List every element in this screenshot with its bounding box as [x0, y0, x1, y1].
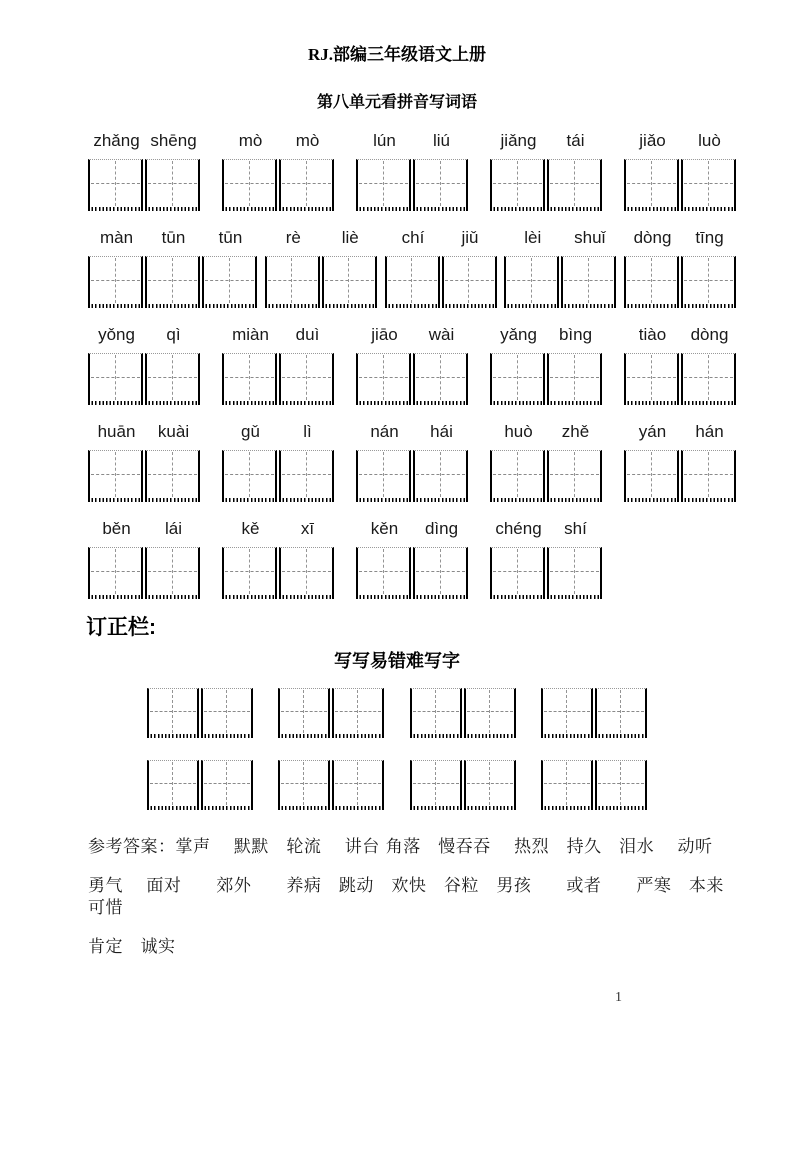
character-writing-box [413, 450, 468, 502]
word-group [356, 131, 470, 211]
writing-box-pair [490, 450, 604, 502]
character-writing-box [413, 159, 468, 211]
character-writing-box [322, 256, 377, 308]
character-writing-box [490, 450, 545, 502]
dashed-bottom-border [681, 498, 736, 502]
character-writing-box [356, 547, 411, 599]
pinyin-syllable: wài [428, 325, 455, 344]
pinyin-syllable: bìng [558, 325, 593, 344]
pinyin-row [88, 228, 259, 248]
character-writing-box [88, 159, 143, 211]
character-writing-box [547, 353, 602, 405]
answer-line-3: 肯定 诚实 [88, 937, 176, 957]
dashed-bottom-border [595, 734, 647, 738]
writing-box-pair [490, 159, 604, 211]
writing-box-pair [624, 256, 738, 308]
writing-box-pair [356, 159, 470, 211]
pinyin-syllable: xī [300, 519, 315, 538]
practice-grid-row [147, 760, 647, 810]
writing-box-pair [147, 688, 253, 738]
character-writing-box [681, 353, 736, 405]
character-writing-box [332, 760, 384, 810]
character-writing-box [222, 353, 277, 405]
character-writing-box [147, 760, 199, 810]
word-group [490, 422, 604, 502]
writing-box-pair [410, 760, 516, 810]
pinyin-syllable: tūn [218, 228, 243, 247]
pinyin-row [356, 325, 470, 345]
pinyin-syllable: dòng [633, 228, 672, 247]
dashed-bottom-border [222, 207, 277, 211]
pinyin-syllable: dòng [690, 325, 729, 344]
word-row [88, 131, 738, 211]
writing-box-pair [88, 353, 202, 405]
practice-section-title: 写写易错难写字 [334, 651, 460, 671]
dashed-bottom-border [413, 207, 468, 211]
dashed-bottom-border [490, 207, 545, 211]
pinyin-syllable: jiāo [371, 325, 398, 344]
dashed-bottom-border [201, 734, 253, 738]
word-group [222, 422, 336, 502]
word-group [624, 325, 738, 405]
dashed-bottom-border [504, 304, 559, 308]
pinyin-row [490, 519, 604, 539]
writing-box-pair [356, 353, 470, 405]
pinyin-syllable: lái [164, 519, 182, 538]
word-group [222, 519, 336, 599]
pinyin-row [624, 325, 738, 345]
writing-box-pair [88, 450, 202, 502]
word-group [504, 228, 618, 308]
dashed-bottom-border [147, 734, 199, 738]
pinyin-syllable: huān [97, 422, 136, 441]
pinyin-row [624, 422, 738, 442]
pinyin-syllable: yán [638, 422, 667, 441]
pinyin-syllable: yǎng [500, 325, 537, 344]
dashed-bottom-border [624, 207, 679, 211]
pinyin-syllable: mò [295, 131, 320, 150]
pinyin-row [624, 131, 738, 151]
character-writing-box [88, 256, 143, 308]
character-writing-box [145, 256, 200, 308]
word-group [624, 422, 738, 502]
dashed-bottom-border [624, 401, 679, 405]
character-writing-box [413, 353, 468, 405]
dashed-bottom-border [88, 304, 143, 308]
writing-box-pair [147, 760, 253, 810]
dashed-bottom-border [413, 401, 468, 405]
dashed-bottom-border [88, 595, 143, 599]
pinyin-row [385, 228, 499, 248]
character-writing-box [547, 450, 602, 502]
writing-box-pair [265, 256, 379, 308]
dashed-bottom-border [322, 304, 377, 308]
pinyin-syllable: zhǎng [93, 131, 140, 150]
pinyin-row [88, 519, 202, 539]
dashed-bottom-border [547, 498, 602, 502]
dashed-bottom-border [278, 806, 330, 810]
pinyin-row [222, 325, 336, 345]
pinyin-syllable: tái [566, 131, 585, 150]
writing-box-pair [385, 256, 499, 308]
pinyin-syllable: hán [695, 422, 724, 441]
word-group [624, 228, 738, 308]
character-writing-box [561, 256, 616, 308]
pinyin-syllable: shuǐ [574, 228, 606, 247]
dashed-bottom-border [624, 498, 679, 502]
worksheet-page [0, 44, 794, 1166]
dashed-bottom-border [356, 595, 411, 599]
unit-subtitle: 第八单元看拼音写词语 [316, 94, 477, 111]
practice-grid-row [147, 688, 647, 738]
word-group [88, 131, 202, 211]
dashed-bottom-border [490, 595, 545, 599]
document-title: RJ.部编三年级语文上册 [307, 45, 487, 64]
dashed-bottom-border [595, 806, 647, 810]
character-writing-box [547, 547, 602, 599]
character-writing-box [624, 450, 679, 502]
pinyin-syllable: lì [303, 422, 312, 441]
character-writing-box [279, 450, 334, 502]
character-writing-box [145, 353, 200, 405]
dashed-bottom-border [147, 806, 199, 810]
word-row [88, 228, 738, 308]
dashed-bottom-border [279, 207, 334, 211]
character-writing-box [681, 450, 736, 502]
writing-box-pair [410, 688, 516, 738]
pinyin-syllable: kěn [370, 519, 399, 538]
dashed-bottom-border [265, 304, 320, 308]
writing-box-pair [278, 760, 384, 810]
pinyin-syllable: jiǎng [500, 131, 537, 150]
writing-box-pair [541, 760, 647, 810]
dashed-bottom-border [222, 498, 277, 502]
word-group [624, 131, 738, 211]
dashed-bottom-border [279, 498, 334, 502]
pinyin-row [490, 325, 604, 345]
word-group [265, 228, 379, 308]
character-writing-box [147, 688, 199, 738]
answer-line-2: 勇气 面对 郊外 养病 跳动 欢快 谷粒 男孩 或者 严寒 本来 可惜 [88, 876, 742, 918]
pinyin-syllable: yǒng [98, 325, 135, 344]
writing-box-pair [222, 159, 336, 211]
writing-box-pair [504, 256, 618, 308]
character-writing-box [222, 159, 277, 211]
word-row [88, 325, 738, 405]
dashed-bottom-border [413, 498, 468, 502]
dashed-bottom-border [410, 734, 462, 738]
dashed-bottom-border [413, 595, 468, 599]
character-writing-box [442, 256, 497, 308]
dashed-bottom-border [490, 401, 545, 405]
word-group [88, 519, 202, 599]
pinyin-syllable: qì [166, 325, 181, 344]
character-writing-box [202, 256, 257, 308]
pinyin-syllable: hái [430, 422, 453, 441]
dashed-bottom-border [222, 401, 277, 405]
dashed-bottom-border [541, 734, 593, 738]
pinyin-row [624, 228, 738, 248]
pinyin-row [356, 519, 470, 539]
character-writing-box [464, 760, 516, 810]
page-number: 1 [615, 990, 622, 1005]
character-writing-box [410, 760, 462, 810]
pinyin-syllable: lèi [524, 228, 542, 247]
word-group [88, 228, 259, 308]
character-writing-box [547, 159, 602, 211]
word-group [222, 131, 336, 211]
word-group [385, 228, 499, 308]
character-writing-box [595, 760, 647, 810]
character-writing-box [681, 256, 736, 308]
character-writing-box [222, 450, 277, 502]
pinyin-row [356, 422, 470, 442]
character-writing-box [541, 760, 593, 810]
writing-box-pair [88, 547, 202, 599]
word-group [88, 422, 202, 502]
dashed-bottom-border [561, 304, 616, 308]
dashed-bottom-border [278, 734, 330, 738]
writing-box-pair [88, 159, 202, 211]
character-writing-box [595, 688, 647, 738]
writing-box-pair [490, 353, 604, 405]
pinyin-syllable: mò [238, 131, 263, 150]
word-group [490, 519, 604, 599]
pinyin-syllable: lún [373, 131, 396, 150]
pinyin-row [222, 519, 336, 539]
word-group [490, 131, 604, 211]
pinyin-syllable: luò [698, 131, 721, 150]
dashed-bottom-border [442, 304, 497, 308]
correction-column-heading: 订正栏: [86, 616, 156, 639]
character-writing-box [145, 547, 200, 599]
pinyin-row [265, 228, 379, 248]
dashed-bottom-border [88, 498, 143, 502]
dashed-bottom-border [202, 304, 257, 308]
pinyin-syllable: chí [401, 228, 425, 247]
dashed-bottom-border [356, 498, 411, 502]
pinyin-syllable: miàn [232, 325, 269, 344]
pinyin-syllable: màn [99, 228, 134, 247]
writing-box-pair [624, 353, 738, 405]
pinyin-syllable: kě [241, 519, 260, 538]
dashed-bottom-border [490, 498, 545, 502]
character-writing-box [145, 159, 200, 211]
pinyin-row [490, 131, 604, 151]
pinyin-syllable: tiào [638, 325, 667, 344]
pinyin-syllable: liè [341, 228, 359, 247]
writing-box-pair [278, 688, 384, 738]
character-writing-box [145, 450, 200, 502]
answer-line-1: 参考答案：掌声 默默 轮流 讲台 角落 慢吞吞 热烈 持久 泪水 动听 [88, 837, 713, 857]
pinyin-syllable: nán [370, 422, 399, 441]
character-writing-box [541, 688, 593, 738]
character-writing-box [356, 159, 411, 211]
character-writing-box [88, 353, 143, 405]
character-writing-box [681, 159, 736, 211]
dashed-bottom-border [464, 806, 516, 810]
pinyin-syllable: kuài [157, 422, 190, 441]
pinyin-syllable: tīng [695, 228, 724, 247]
character-writing-box [490, 159, 545, 211]
character-writing-box [278, 688, 330, 738]
pinyin-syllable: shēng [150, 131, 197, 150]
word-row [88, 519, 738, 599]
dashed-bottom-border [88, 207, 143, 211]
pinyin-row [222, 422, 336, 442]
character-writing-box [624, 353, 679, 405]
dashed-bottom-border [464, 734, 516, 738]
dashed-bottom-border [547, 207, 602, 211]
character-writing-box [624, 159, 679, 211]
pinyin-row [356, 131, 470, 151]
dashed-bottom-border [356, 401, 411, 405]
writing-box-pair [222, 353, 336, 405]
character-writing-box [464, 688, 516, 738]
word-group [356, 519, 470, 599]
character-writing-box [265, 256, 320, 308]
character-writing-box [222, 547, 277, 599]
dashed-bottom-border [385, 304, 440, 308]
word-group [88, 325, 202, 405]
writing-box-pair [222, 450, 336, 502]
pinyin-row [88, 422, 202, 442]
dashed-bottom-border [681, 304, 736, 308]
pinyin-syllable: dìng [424, 519, 459, 538]
dashed-bottom-border [145, 595, 200, 599]
character-writing-box [504, 256, 559, 308]
dashed-bottom-border [279, 401, 334, 405]
character-writing-box [279, 353, 334, 405]
character-writing-box [201, 688, 253, 738]
practice-grid-section [147, 688, 647, 810]
pinyin-syllable: zhě [561, 422, 590, 441]
pinyin-syllable: rè [285, 228, 301, 247]
dashed-bottom-border [624, 304, 679, 308]
dashed-bottom-border [681, 401, 736, 405]
character-writing-box [410, 688, 462, 738]
character-writing-box [624, 256, 679, 308]
dashed-bottom-border [145, 401, 200, 405]
pinyin-syllable: liú [432, 131, 450, 150]
writing-box-pair [88, 256, 259, 308]
dashed-bottom-border [541, 806, 593, 810]
pinyin-row [88, 131, 202, 151]
pinyin-syllable: shí [564, 519, 587, 538]
writing-box-pair [356, 547, 470, 599]
character-writing-box [490, 353, 545, 405]
pinyin-syllable: gǔ [241, 422, 260, 441]
character-writing-box [356, 353, 411, 405]
character-writing-box [385, 256, 440, 308]
dashed-bottom-border [547, 595, 602, 599]
dashed-bottom-border [547, 401, 602, 405]
writing-box-pair [624, 450, 738, 502]
character-writing-box [88, 547, 143, 599]
pinyin-syllable: tūn [161, 228, 186, 247]
character-writing-box [201, 760, 253, 810]
pinyin-syllable: jiǔ [461, 228, 479, 247]
pinyin-row [490, 422, 604, 442]
dashed-bottom-border [279, 595, 334, 599]
writing-box-pair [624, 159, 738, 211]
pinyin-grid-section [88, 131, 738, 599]
pinyin-row [504, 228, 618, 248]
word-row [88, 422, 738, 502]
character-writing-box [278, 760, 330, 810]
dashed-bottom-border [681, 207, 736, 211]
pinyin-syllable: chéng [495, 519, 542, 538]
character-writing-box [413, 547, 468, 599]
character-writing-box [356, 450, 411, 502]
pinyin-syllable: huò [504, 422, 533, 441]
pinyin-row [88, 325, 202, 345]
word-group [222, 325, 336, 405]
reference-answers [88, 836, 742, 958]
word-group [490, 325, 604, 405]
word-group [356, 422, 470, 502]
writing-box-pair [541, 688, 647, 738]
character-writing-box [88, 450, 143, 502]
pinyin-row [222, 131, 336, 151]
word-group [356, 325, 470, 405]
dashed-bottom-border [145, 304, 200, 308]
dashed-bottom-border [145, 498, 200, 502]
dashed-bottom-border [201, 806, 253, 810]
pinyin-syllable: běn [102, 519, 131, 538]
writing-box-pair [490, 547, 604, 599]
pinyin-syllable: jiǎo [639, 131, 666, 150]
dashed-bottom-border [332, 734, 384, 738]
dashed-bottom-border [222, 595, 277, 599]
dashed-bottom-border [145, 207, 200, 211]
writing-box-pair [356, 450, 470, 502]
pinyin-syllable: duì [295, 325, 320, 344]
writing-box-pair [222, 547, 336, 599]
dashed-bottom-border [356, 207, 411, 211]
character-writing-box [332, 688, 384, 738]
character-writing-box [279, 159, 334, 211]
character-writing-box [279, 547, 334, 599]
character-writing-box [490, 547, 545, 599]
dashed-bottom-border [88, 401, 143, 405]
dashed-bottom-border [332, 806, 384, 810]
dashed-bottom-border [410, 806, 462, 810]
